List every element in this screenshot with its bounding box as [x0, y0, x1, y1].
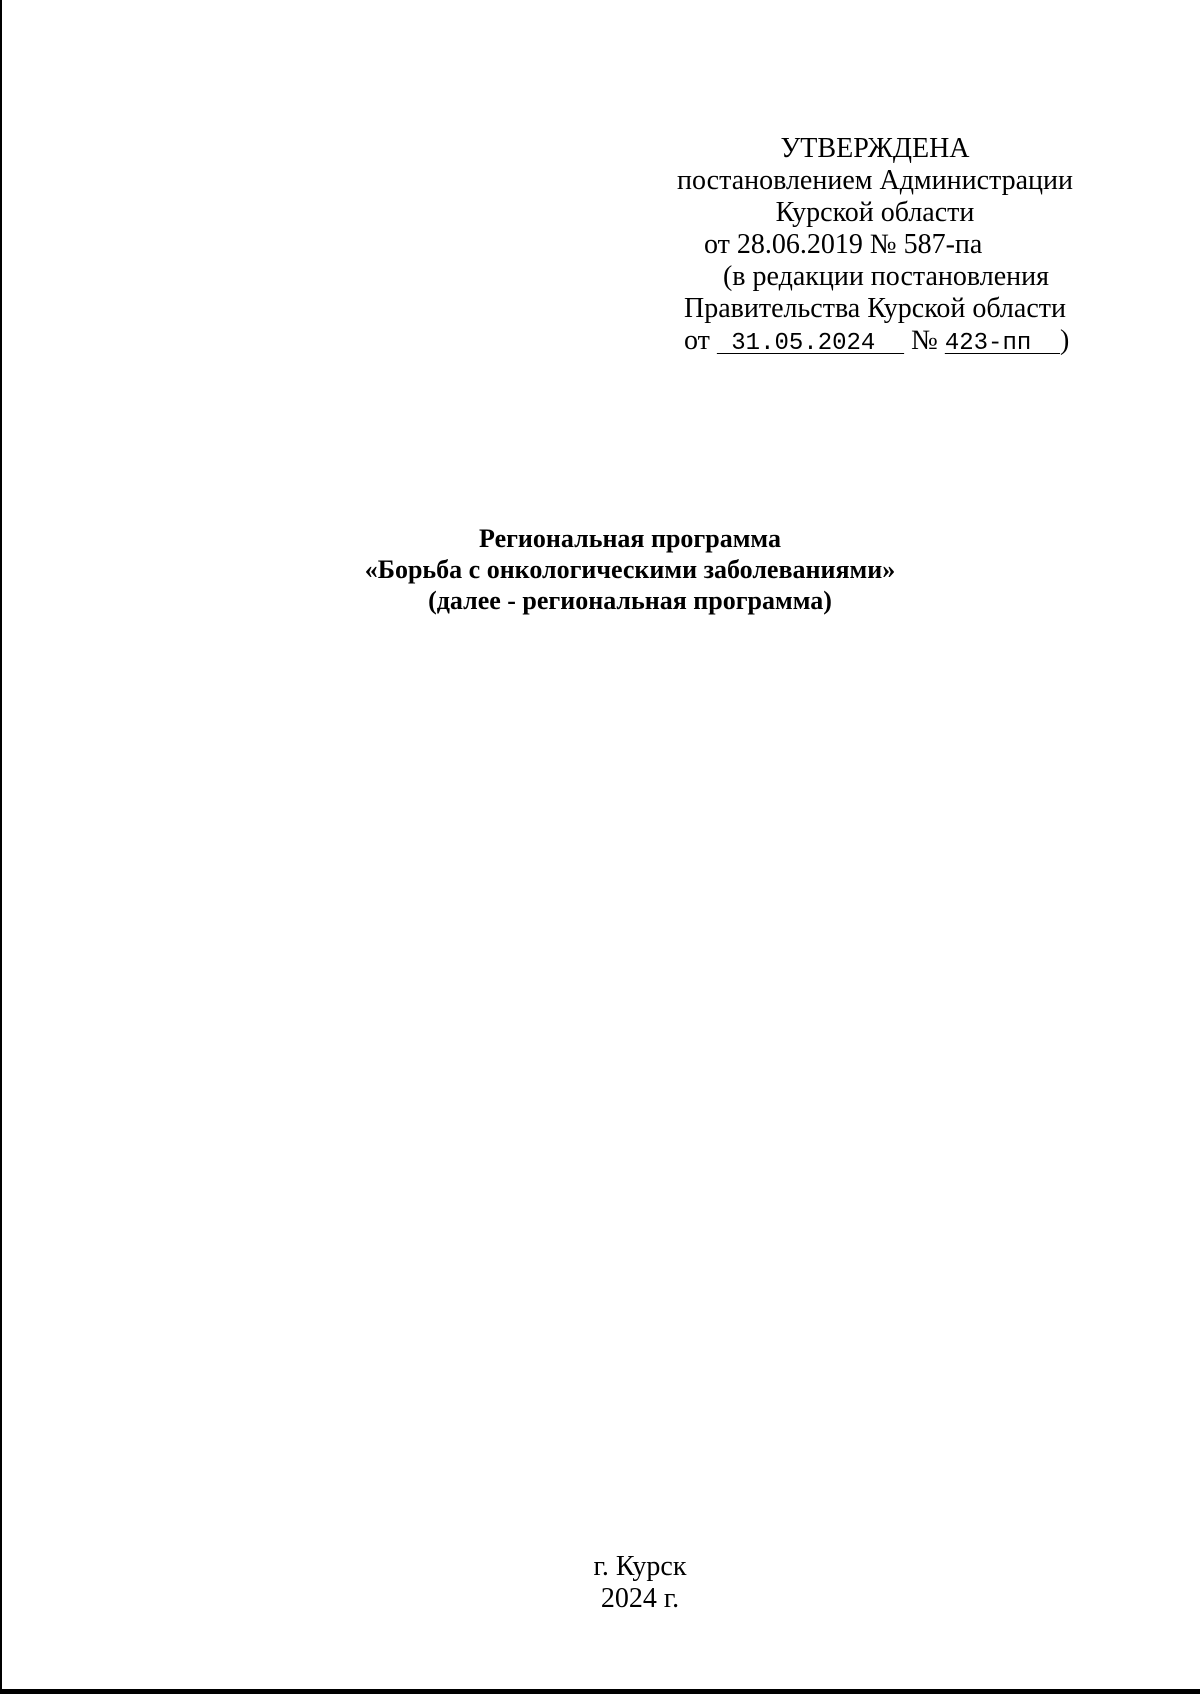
from-label: от	[684, 325, 710, 356]
approval-line-region: Курской области	[775, 197, 975, 228]
scan-edge-left	[0, 0, 2, 1694]
amendment-number-field: 423-пп	[944, 330, 1061, 357]
title-line-program: Региональная программа	[479, 524, 781, 553]
number-label: №	[911, 325, 938, 356]
amendment-date-field: 31.05.2024	[716, 330, 905, 357]
approval-line-government: Правительства Курской области	[684, 293, 1066, 324]
approval-heading: УТВЕРЖДЕНА	[780, 133, 970, 164]
year-label: 2024 г.	[600, 1583, 680, 1614]
approval-line-amendment: (в редакции постановления	[722, 261, 1050, 292]
place-and-year	[500, 1551, 780, 1615]
city-label: г. Курск	[593, 1551, 687, 1582]
scan-edge-bottom	[0, 1689, 1200, 1694]
document-title	[250, 523, 1010, 616]
approval-line-amendment-date	[660, 325, 1090, 360]
title-line-abbreviation: (далее - региональная программа)	[428, 586, 832, 615]
close-paren: )	[1060, 325, 1070, 356]
approval-line-decree: постановлением Администрации	[677, 165, 1073, 196]
approval-line-original-date: от 28.06.2019 № 587-па	[704, 229, 983, 260]
title-line-name: «Борьба с онкологическими заболеваниями»	[364, 555, 896, 584]
approval-stamp-block	[660, 133, 1090, 360]
